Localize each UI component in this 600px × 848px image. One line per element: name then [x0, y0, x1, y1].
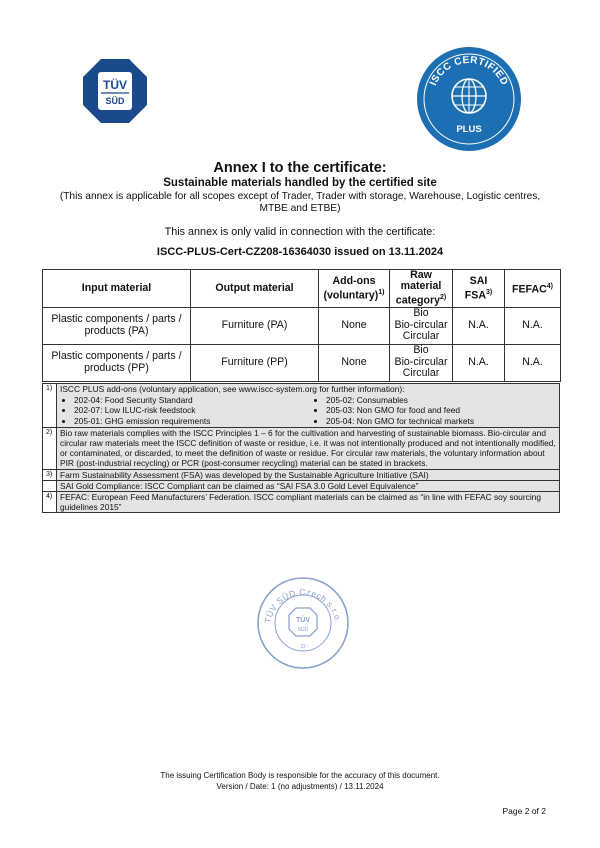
iscc-logo-subtext: PLUS — [456, 124, 482, 135]
footnote-number: 3) — [43, 469, 57, 480]
scope-note — [40, 191, 560, 215]
output-material-cell: Furniture (PP) — [191, 344, 319, 381]
footnote-2 — [43, 427, 560, 469]
footnote-ref: 2) — [439, 294, 447, 301]
tuv-logo-text: TÜV — [103, 78, 127, 92]
footer — [40, 771, 560, 792]
materials-table — [42, 269, 561, 382]
validity-note: This annex is only valid in connection with the certificate: — [164, 226, 436, 238]
tuv-logo-subtext: SÜD — [105, 96, 125, 106]
list-item: • 205-01: GHG emission requirements — [74, 416, 304, 426]
output-material-cell: Furniture (PA) — [191, 307, 319, 344]
footnote-text: SAI Gold Compliance: ISCC Compliant can be claimed as “SAI FSA 3.0 Gold Level Equivalence” — [57, 480, 560, 491]
footnote-ref: 4) — [546, 283, 553, 290]
list-item: • 205-04: Non GMO for technical markets — [326, 416, 556, 426]
header-input-material: Input material — [43, 270, 191, 308]
certificate-number: ISCC-PLUS-Cert-CZ208-16364030 issued on 13.11.2024 — [156, 246, 444, 258]
sai-cell: N.A. — [453, 344, 505, 381]
footer-responsibility: The issuing Certification Body is responsible for the accuracy of this document. — [160, 771, 440, 780]
footnote-text: Farm Sustainability Assessment (FSA) was developed by the Sustainable Agriculture Initiative (SAI) — [57, 469, 560, 480]
footnote-ref: 1) — [378, 288, 385, 296]
header-fefac — [505, 270, 561, 308]
input-material-cell: Plastic components / parts / products (PP) — [43, 344, 191, 381]
header-raw-material-category — [390, 270, 453, 308]
iscc-plus-logo — [416, 46, 522, 152]
header-raw-label: Raw material category — [395, 269, 442, 307]
page-number: Page 2 of 2 — [502, 806, 546, 816]
footnote-number: 1) — [43, 384, 57, 428]
annex-subtitle: Sustainable materials handled by the certified site — [163, 177, 437, 189]
stamp-text: TÜV SÜD Czech s.r.o. — [262, 586, 344, 625]
certification-stamp — [256, 576, 350, 670]
footnote-3b — [43, 480, 560, 491]
footnote-number: 4) — [43, 492, 57, 513]
list-item: • 205-02: Consumables — [326, 395, 556, 405]
addons-cell: None — [319, 307, 390, 344]
category-bio-circular: Bio-circular — [394, 318, 448, 331]
table-row — [43, 344, 561, 381]
addons-intro: ISCC PLUS add-ons (voluntary application, see www.iscc-system.org for further information): — [60, 384, 405, 394]
list-item: • 205-03: Non GMO for food and feed — [326, 405, 556, 415]
footnote-ref: 3) — [485, 288, 493, 296]
annex-title: Annex I to the certificate: — [213, 160, 387, 176]
category-bio-circular: Bio-circular — [394, 355, 448, 368]
addons-list — [60, 395, 556, 426]
footnote-text: FEFAC: European Feed Manufacturers’ Federation. ISCC compliant materials can be claimed as “in line with FEFAC soy sourcing guidelines 2015” — [57, 492, 560, 513]
footnote-4 — [43, 492, 560, 513]
header-sai-label: SAI FSA — [464, 274, 488, 302]
tuv-sud-logo — [82, 58, 148, 124]
footnote-number: 2) — [43, 427, 57, 469]
header-output-material: Output material — [191, 270, 319, 308]
footnote-text: Bio raw materials complies with the ISCC Principles 1 – 6 for the cultivation and harvesting of sustainable biomass. Bio-circular and circular raw materials meet the ISCC definition of waste or residue, i.e. it was not intentionally produced and not intentionally modified, or contaminated, or discarded, to meet the definition of waste or residue. For circular raw materials, the voluntary information about PIR (post-industrial recycling) or PCR (post-consumer recycling) material can be stated in brackets. — [57, 427, 560, 469]
list-item: • 202-04: Food Security Standard — [74, 395, 304, 405]
header-addons — [319, 270, 390, 308]
table-row — [43, 307, 561, 344]
raw-category-cell — [390, 307, 453, 344]
fefac-cell: N.A. — [505, 307, 561, 344]
category-circular: Circular — [402, 330, 440, 343]
footnote-1 — [43, 384, 560, 428]
sai-cell: N.A. — [453, 307, 505, 344]
addons-cell: None — [319, 344, 390, 381]
list-item: • 202-07: Low ILUC-risk feedstock — [74, 405, 304, 415]
fefac-cell: N.A. — [505, 344, 561, 381]
table-header-row — [43, 270, 561, 308]
footer-version: Version / Date: 1 (no adjustments) / 13.11.2024 — [216, 781, 384, 791]
stamp-sud-text: SÜD — [297, 627, 309, 633]
category-bio: Bio — [413, 307, 429, 320]
header-fefac-label: FEFAC — [512, 283, 547, 296]
stamp-number: - 22 - — [297, 644, 309, 650]
footnote-text — [57, 384, 560, 428]
stamp-tuv-text: TÜV — [296, 617, 310, 624]
footnote-3 — [43, 469, 560, 480]
header-sai-fsa — [453, 270, 505, 308]
footnotes-table — [42, 383, 560, 513]
input-material-cell: Plastic components / parts / products (PA) — [43, 307, 191, 344]
category-bio: Bio — [413, 344, 429, 357]
footnote-number-blank — [43, 480, 57, 491]
scope-line-1: (This annex is applicable for all scopes except of Trader, Trader with storage, Warehouse, Logistic centres, — [59, 191, 541, 202]
category-circular: Circular — [402, 367, 440, 380]
raw-category-cell — [390, 344, 453, 381]
header-addons-label: Add-ons (voluntary) — [323, 274, 379, 302]
iscc-logo-text: ISCC CERTIFIED — [428, 54, 510, 88]
scope-line-2: MTBE and ETBE) — [259, 203, 341, 214]
